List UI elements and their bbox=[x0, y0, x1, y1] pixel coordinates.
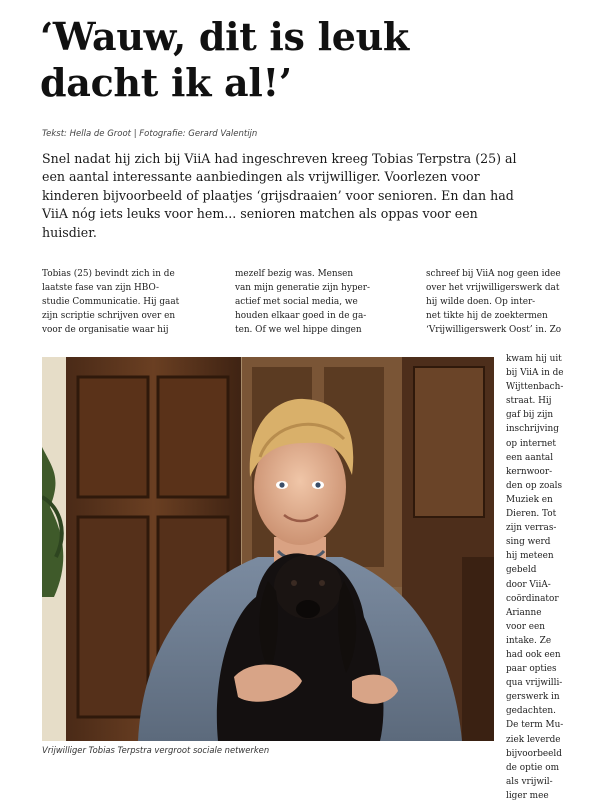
intro-line: Snel nadat hij zich bij ViiA had ingeschreven kreeg Tobias Terpstra (25) al bbox=[42, 151, 517, 166]
intro-line: huisdier. bbox=[42, 224, 97, 240]
body-line: hij wilde doen. Op inter- bbox=[426, 297, 536, 308]
body-line: studie Communicatie. Hij gaat bbox=[42, 297, 180, 308]
body-line: den op zoals bbox=[506, 480, 563, 491]
body-line: kernwoor- bbox=[506, 466, 553, 477]
body-column-3-narrow bbox=[506, 352, 586, 803]
body-line: coördinator bbox=[506, 593, 559, 604]
body-line: actief met social media, we bbox=[235, 297, 358, 308]
headline-line-1: ‘Wauw, dit is leuk bbox=[40, 14, 409, 59]
body-line: ten. Of we wel hippe dingen bbox=[235, 325, 362, 336]
body-line: paar opties bbox=[506, 664, 557, 675]
body-line: houden elkaar goed in de ga- bbox=[235, 311, 367, 322]
body-line: net tikte hij de zoektermen bbox=[426, 311, 548, 322]
body-line: Muziek en bbox=[506, 494, 553, 505]
body-line: bij ViiA in de bbox=[506, 368, 564, 379]
intro-line: ViiA nóg iets leuks voor hem... senioren matchen als oppas voor een bbox=[42, 206, 478, 222]
body-line: ziek leverde bbox=[506, 734, 561, 745]
body-line: zijn scriptie schrijven over en bbox=[42, 311, 176, 322]
body-line: Wijttenbach- bbox=[506, 382, 564, 393]
credits-line: Tekst: Hella de Groot | Fotografie: Gerard Valentijn bbox=[42, 129, 258, 139]
body-line: door ViiA- bbox=[506, 579, 551, 590]
body-line: gaf bij zijn bbox=[506, 410, 554, 421]
body-line: sing werd bbox=[506, 537, 551, 548]
headline bbox=[40, 14, 580, 106]
body-line: voor een bbox=[506, 621, 545, 632]
body-line: Dieren. Tot bbox=[506, 509, 557, 520]
body-line: mezelf bezig was. Mensen bbox=[235, 269, 354, 279]
intro-paragraph bbox=[42, 150, 582, 242]
headline-line-2: dacht ik al!’ bbox=[40, 60, 292, 105]
body-line: had ook een bbox=[506, 649, 561, 660]
body-line: De term Mu- bbox=[506, 720, 564, 731]
body-line: kwam hij uit bbox=[506, 354, 562, 364]
body-line: inschrijving bbox=[506, 424, 559, 435]
intro-line: een aantal interessante aanbiedingen als vrijwilliger. Voorlezen voor bbox=[42, 169, 480, 185]
article-photo bbox=[42, 357, 494, 741]
body-line: hij meteen bbox=[506, 551, 554, 562]
body-line: laatste fase van zijn HBO- bbox=[42, 283, 160, 294]
body-line: ‘Vrijwilligerswerk Oost’ in. Zo bbox=[426, 325, 562, 336]
body-line: qua vrijwilli- bbox=[506, 678, 563, 689]
body-line: gerswerk in bbox=[506, 692, 560, 703]
body-line: intake. Ze bbox=[506, 635, 552, 646]
body-line: schreef bij ViiA nog geen idee bbox=[426, 269, 561, 279]
body-line: liger mee bbox=[506, 790, 549, 801]
body-column-2 bbox=[235, 267, 415, 337]
photo-illustration bbox=[42, 357, 494, 741]
body-line: Arianne bbox=[506, 607, 542, 618]
body-line: straat. Hij bbox=[506, 396, 552, 407]
body-line: gebeld bbox=[506, 565, 537, 576]
photo-caption: Vrijwilliger Tobias Terpstra vergroot sociale netwerken bbox=[42, 745, 270, 755]
intro-line: kinderen bijvoorbeeld of plaatjes ‘grijsdraaien’ voor senioren. En dan had bbox=[42, 187, 514, 203]
body-line: als vrijwil- bbox=[506, 776, 553, 787]
body-line: op internet bbox=[506, 438, 556, 449]
body-column-1 bbox=[42, 267, 220, 337]
body-line: zijn verras- bbox=[506, 523, 557, 534]
body-line: bijvoorbeeld bbox=[506, 748, 562, 759]
body-line: over het vrijwilligerswerk dat bbox=[426, 283, 560, 294]
body-line: gedachten. bbox=[506, 706, 556, 717]
body-line: Tobias (25) bevindt zich in de bbox=[42, 269, 175, 279]
body-line: voor de organisatie waar hij bbox=[42, 325, 169, 336]
body-line: een aantal bbox=[506, 452, 554, 463]
body-column-3 bbox=[426, 267, 596, 337]
body-line: de optie om bbox=[506, 762, 560, 773]
body-line: van mijn generatie zijn hyper- bbox=[235, 283, 371, 294]
